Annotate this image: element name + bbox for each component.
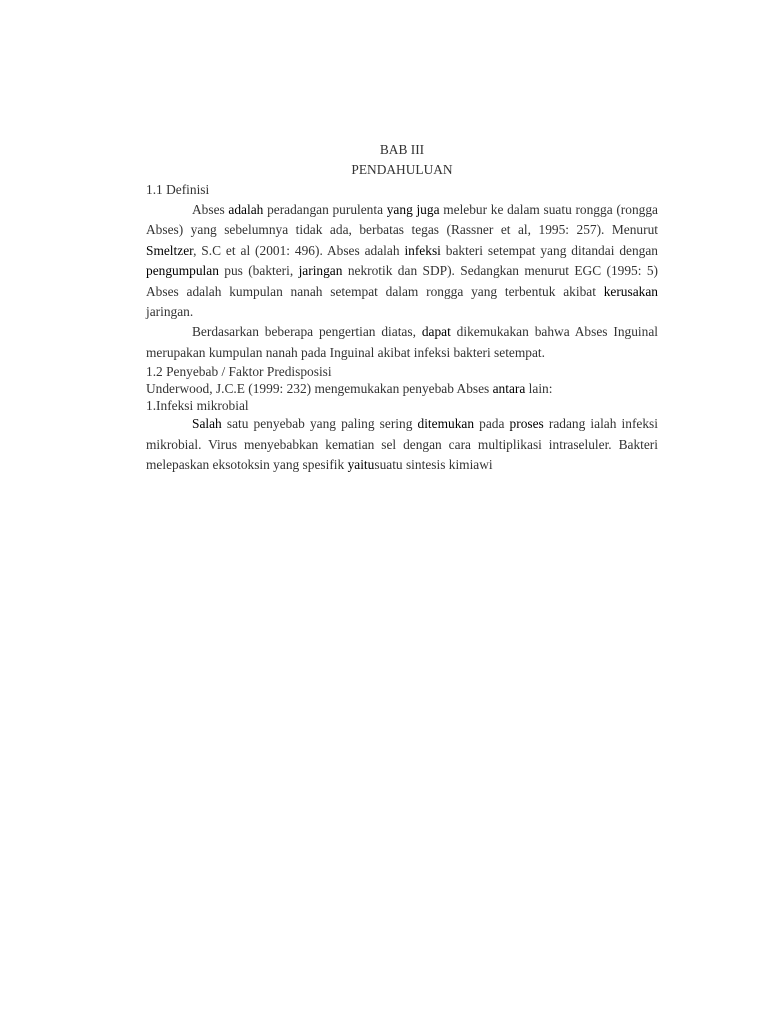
subheading-infeksi-mikrobial: 1.Infeksi mikrobial xyxy=(146,398,249,414)
highlighted-word: ditemukan xyxy=(417,416,475,432)
text-run: Underwood, J.C.E (1999: 232) mengemukakan penyebab Abses xyxy=(146,381,493,397)
highlighted-word: yaitu xyxy=(347,457,375,473)
highlighted-word: Salah xyxy=(192,416,222,432)
text-run: , S.C et al (2001: 496). Abses adalah xyxy=(193,242,405,258)
chapter-number: BAB III xyxy=(379,142,425,157)
summary-paragraph xyxy=(146,322,658,363)
highlighted-word: dapat xyxy=(421,324,451,340)
text-run: pus (bakteri, xyxy=(218,263,299,279)
text-run: peradangan purulenta xyxy=(263,202,387,217)
highlighted-word: pengumpulan xyxy=(146,263,219,279)
highlighted-word: yang juga xyxy=(386,202,440,217)
text-run: suatu sintesis kimiawi xyxy=(374,457,493,473)
definition-paragraph xyxy=(146,200,658,322)
text-run: radang ialah infeksi mikrobial. Virus menyebabkan kematian sel dengan cara multiplikasi intraseluler. Bakteri melepaskan eksotoksin yang spesifik xyxy=(146,416,658,473)
highlighted-word: proses xyxy=(509,416,544,432)
causes-intro xyxy=(146,380,658,397)
highlighted-word: kerusakan xyxy=(603,283,658,299)
text-run: dikemukakan bahwa Abses Inguinal merupakan kumpulan nanah pada Inguinal akibat infeksi bakteri setempat. xyxy=(146,324,658,360)
document-page xyxy=(146,140,658,475)
text-run: lain: xyxy=(525,381,553,397)
chapter-title: PENDAHULUAN xyxy=(351,162,453,177)
highlighted-word: antara xyxy=(492,381,526,397)
infection-paragraph xyxy=(146,414,658,475)
highlighted-word: jaringan xyxy=(298,263,343,279)
text-run: bakteri setempat yang ditandai dengan xyxy=(440,242,658,258)
highlighted-word: Smeltzer xyxy=(146,242,194,258)
highlighted-word: infeksi xyxy=(404,242,441,258)
text-run: melebur ke dalam suatu rongga (rongga Abses) yang sebelumnya tidak ada, berbatas tegas (Rassner et al, 1995: 257). Menurut xyxy=(146,202,658,238)
highlighted-word: adalah xyxy=(228,202,264,217)
text-run: jaringan. xyxy=(146,304,194,320)
section-heading-penyebab: 1.2 Penyebab / Faktor Predisposisi xyxy=(146,364,332,380)
text-run: Berdasarkan beberapa pengertian diatas, xyxy=(192,324,422,340)
section-heading-definisi: 1.1 Definisi xyxy=(146,182,210,197)
text-run: nekrotik dan SDP). Sedangkan menurut EGC (1995: 5) Abses adalah kumpulan nanah setempat dalam rongga yang terbentuk akibat xyxy=(146,263,658,299)
text-run: satu penyebab yang paling sering xyxy=(221,416,418,432)
text-run: pada xyxy=(474,416,510,432)
text-run: Abses xyxy=(192,202,229,217)
